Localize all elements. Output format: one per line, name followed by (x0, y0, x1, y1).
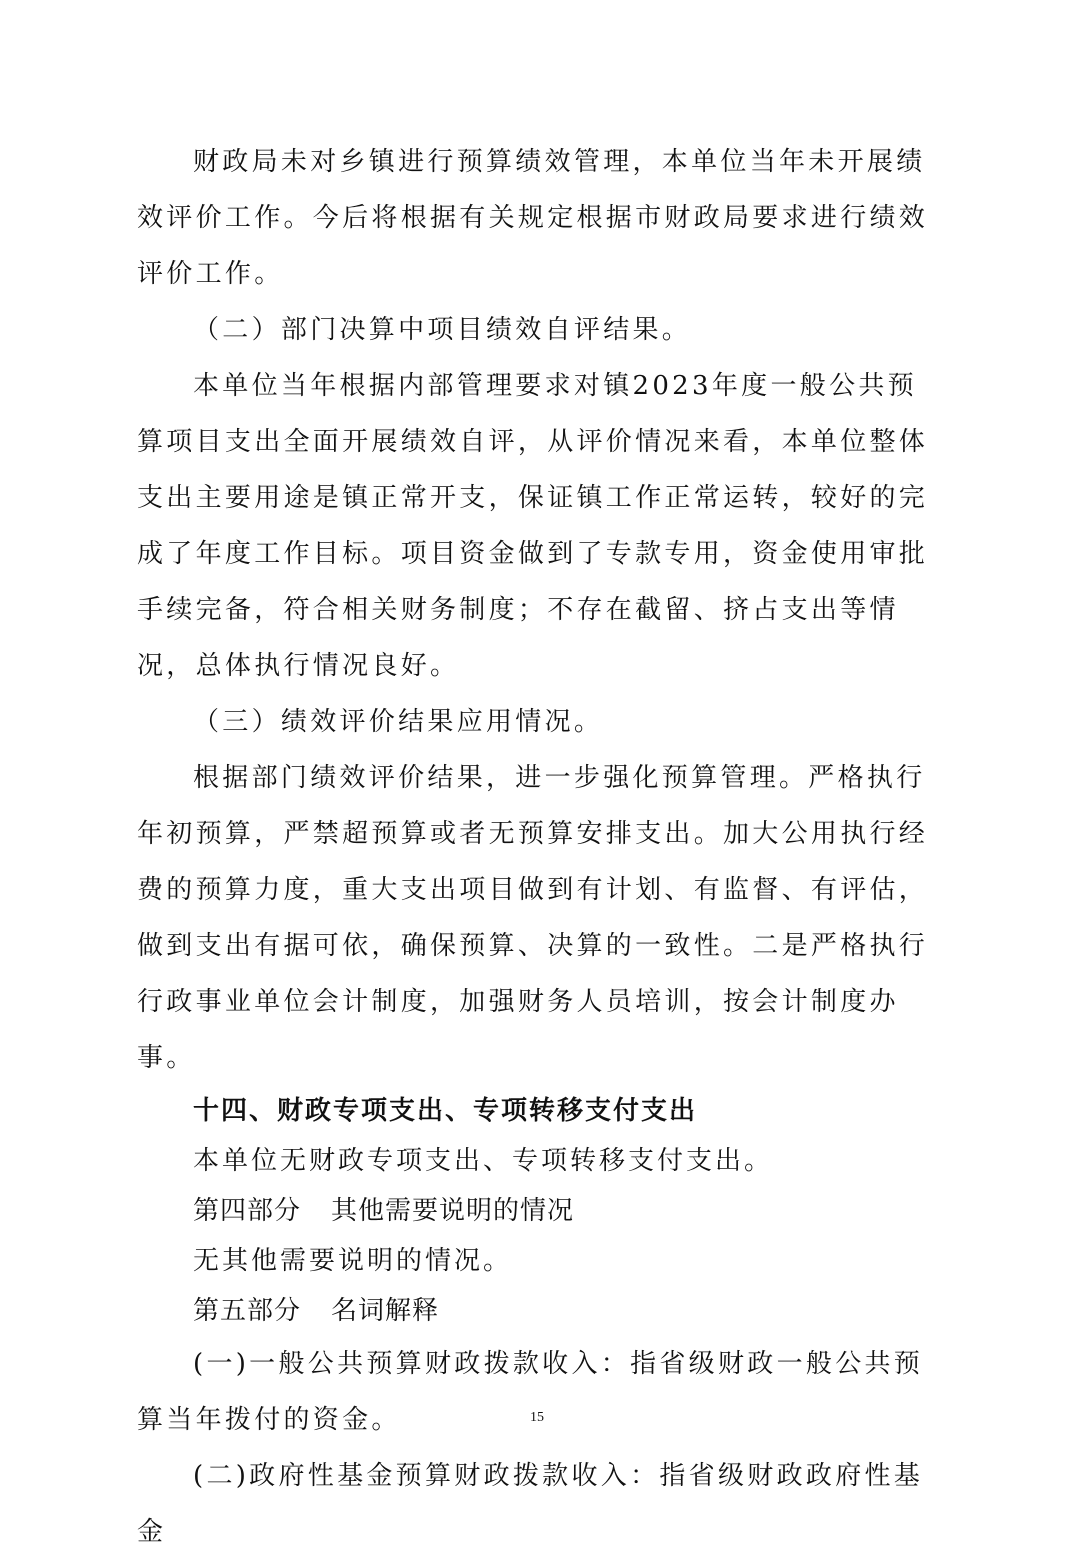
part-four-title: 其他需要说明的情况 (331, 1196, 575, 1226)
definition-government-fund-budget: (二)政府性基金预算财政拨款收入：指省级财政政府性基金 (137, 1461, 924, 1547)
definition-general-public-budget: (一)一般公共预算财政拨款收入：指省级财政一般公共预算当年拨付的资金。 (137, 1349, 924, 1435)
part-five-heading (137, 1286, 941, 1336)
paragraph-no-special-expenditure: 本单位无财政专项支出、专项转移支付支出。 (193, 1146, 774, 1176)
page-content (137, 134, 941, 1560)
part-four-heading (137, 1186, 941, 1236)
part-five-title: 名词解释 (331, 1296, 440, 1326)
subheading-project-self-evaluation: （二）部门决算中项目绩效自评结果。 (193, 315, 692, 345)
part-four-label: 第四部分 (193, 1196, 302, 1226)
section-heading-14: 十四、财政专项支出、专项转移支付支出 (193, 1096, 698, 1126)
paragraph-performance-management: 财政局未对乡镇进行预算绩效管理，本单位当年未开展绩效评价工作。今后将根据有关规定根据市财政局要求进行绩效评价工作。 (137, 147, 929, 289)
subheading-evaluation-application: （三）绩效评价结果应用情况。 (193, 707, 604, 737)
part-five-label: 第五部分 (193, 1296, 302, 1326)
paragraph-self-evaluation-results: 本单位当年根据内部管理要求对镇2023年度一般公共预算项目支出全面开展绩效自评，从评价情况来看，本单位整体支出主要用途是镇正常开支，保证镇工作正常运转，较好的完成了年度工作目标。项目资金做到了专款专用，资金使用审批手续完备，符合相关财务制度；不存在截留、挤占支出等情况，总体执行情况良好。 (137, 371, 929, 681)
paragraph-no-other-info: 无其他需要说明的情况。 (193, 1246, 513, 1276)
paragraph-evaluation-application: 根据部门绩效评价结果，进一步强化预算管理。严格执行年初预算，严禁超预算或者无预算安排支出。加大公用执行经费的预算力度，重大支出项目做到有计划、有监督、有评估，做到支出有据可依，确保预算、决算的一致性。二是严格执行行政事业单位会计制度，加强财务人员培训，按会计制度办事。 (137, 763, 929, 1073)
page-number: 15 (530, 1410, 544, 1425)
